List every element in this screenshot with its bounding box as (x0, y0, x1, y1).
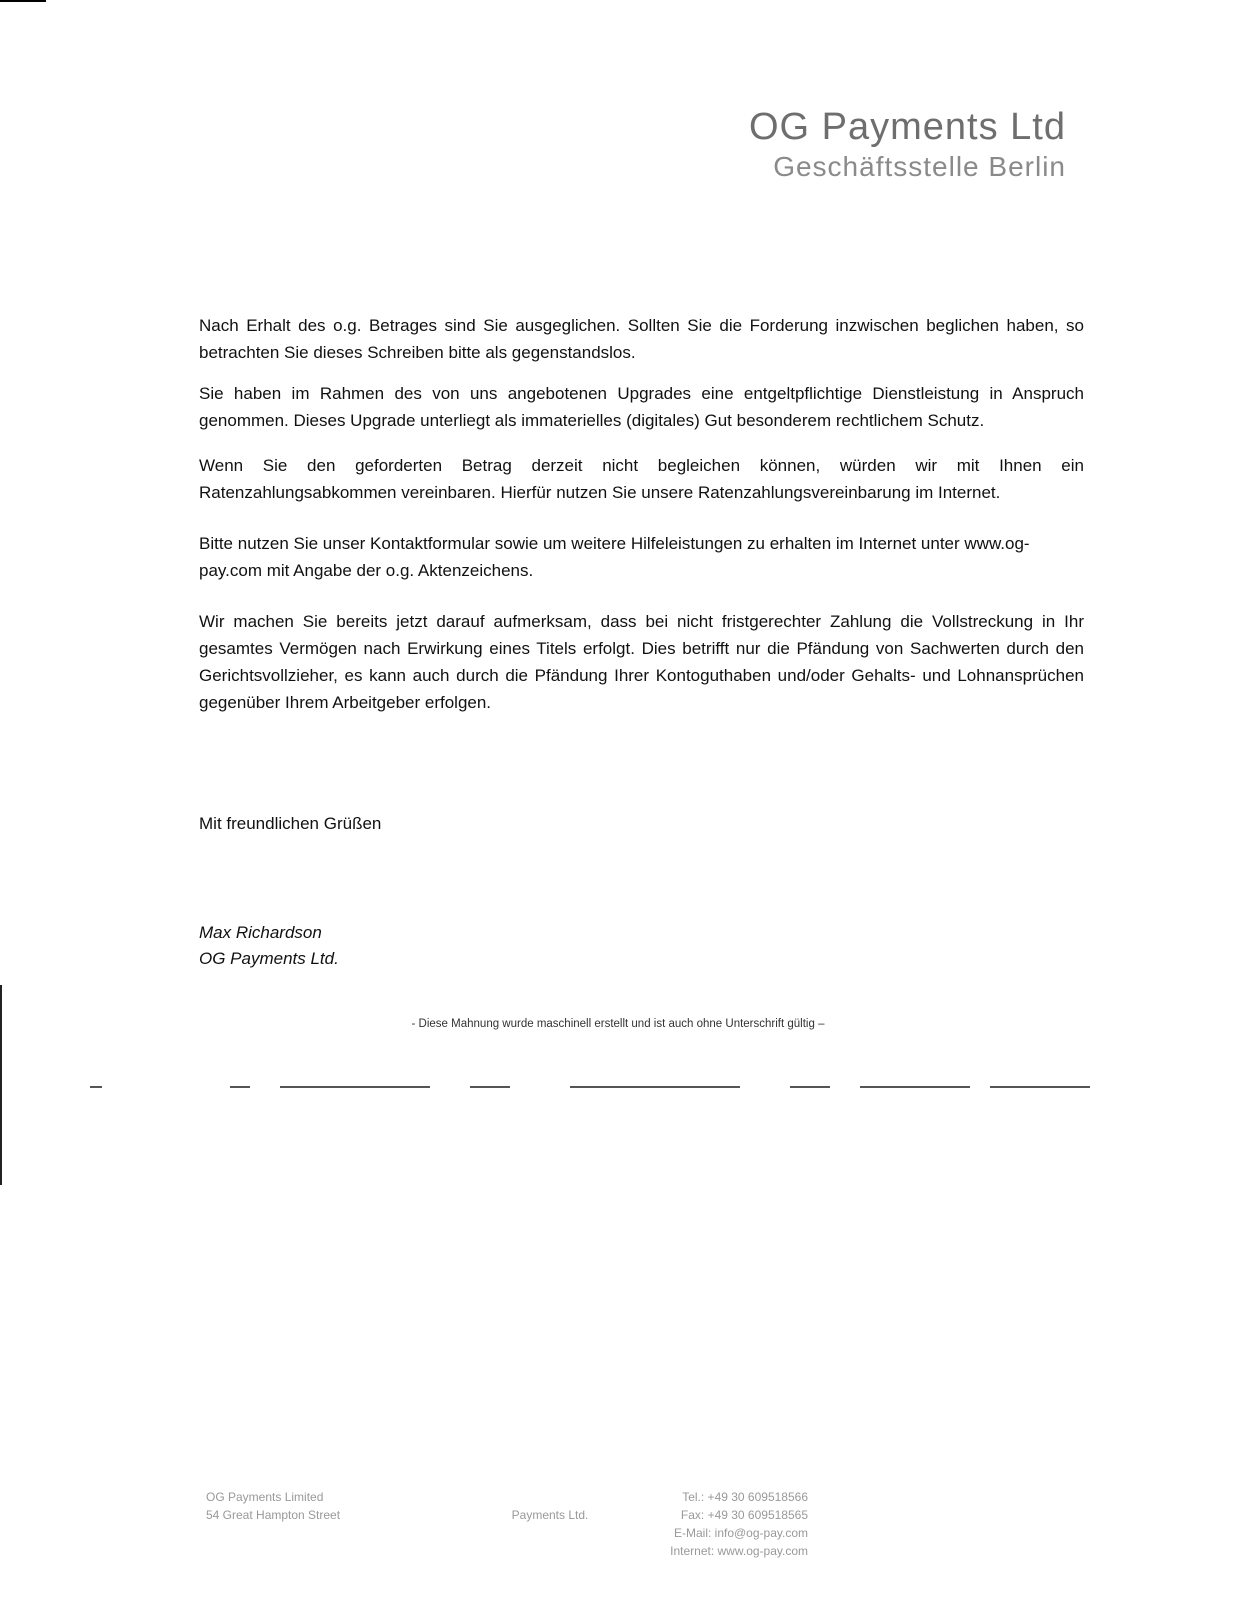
machine-generated-notice: - Diese Mahnung wurde maschinell erstellt und ist auch ohne Unterschrift gültig – (411, 1018, 825, 1030)
footer-phone: Tel.: +49 30 609518566 (682, 1490, 808, 1504)
footer-contact (630, 1488, 808, 1560)
body-paragraph: Nach Erhalt des o.g. Betrages sind Sie ausgeglichen. Sollten Sie die Forderung inzwischen beglichen haben, so betrachten Sie dieses Schreiben bitte als gegenstandslos. (199, 316, 1084, 362)
letterhead (749, 104, 1066, 184)
body-paragraph: Sie haben im Rahmen des von uns angebotenen Upgrades eine entgeltpflichtige Dienstleistung in Anspruch genommen. Dieses Upgrade unterliegt als immaterielles (digitales) Gut besonderem rechtlichem Schutz. (199, 384, 1084, 430)
footer-fax: Fax: +49 30 609518565 (680, 1508, 808, 1522)
body-paragraph: Bitte nutzen Sie unser Kontaktformular sowie um weitere Hilfeleistungen zu erhalten im Internet unter www.og-pay.com mit Angabe der o.g. Aktenzeichens. (199, 534, 1030, 580)
scan-tear-line (90, 1086, 1100, 1090)
signature-company: OG Payments Ltd. (199, 949, 339, 968)
footer-line: OG Payments Limited (206, 1490, 324, 1504)
signature-block (199, 920, 339, 972)
footer-line: 54 Great Hampton Street (206, 1508, 341, 1522)
scan-edge-left (0, 985, 2, 1185)
footer-company-address (206, 1488, 340, 1524)
footer-website: Internet: www.og-pay.com (670, 1544, 808, 1558)
signature-name: Max Richardson (199, 923, 322, 942)
letterhead-company: OG Payments Ltd (748, 106, 1066, 148)
closing-greeting: Mit freundlichen Grüßen (199, 814, 382, 833)
footer-registration (480, 1488, 620, 1524)
body-paragraph: Wir machen Sie bereits jetzt darauf aufmerksam, dass bei nicht fristgerechter Zahlung die Vollstreckung in Ihr gesamtes Vermögen nach Erwirkung eines Titels erfolgt. Dies betrifft nur die Pfändung von Sachwerten durch den Gerichtsvollzieher, es kann auch durch die Pfändung Ihrer Kontoguthaben und/oder Gehalts- und Lohnansprüchen gegenüber Ihrem Arbeitgeber erfolgen. (199, 612, 1084, 712)
letter-body (199, 312, 1084, 730)
letterhead-office: Geschäftsstelle Berlin (773, 151, 1066, 182)
footer-line: Payments Ltd. (511, 1508, 589, 1522)
scan-edge-top (0, 0, 46, 2)
body-paragraph: Wenn Sie den geforderten Betrag derzeit nicht begleichen können, würden wir mit Ihnen ein Ratenzahlungsabkommen vereinbaren. Hierfür nutzen Sie unsere Ratenzahlungsvereinbarung im Internet. (199, 456, 1084, 502)
footer-email: E-Mail: info@og-pay.com (673, 1526, 808, 1540)
